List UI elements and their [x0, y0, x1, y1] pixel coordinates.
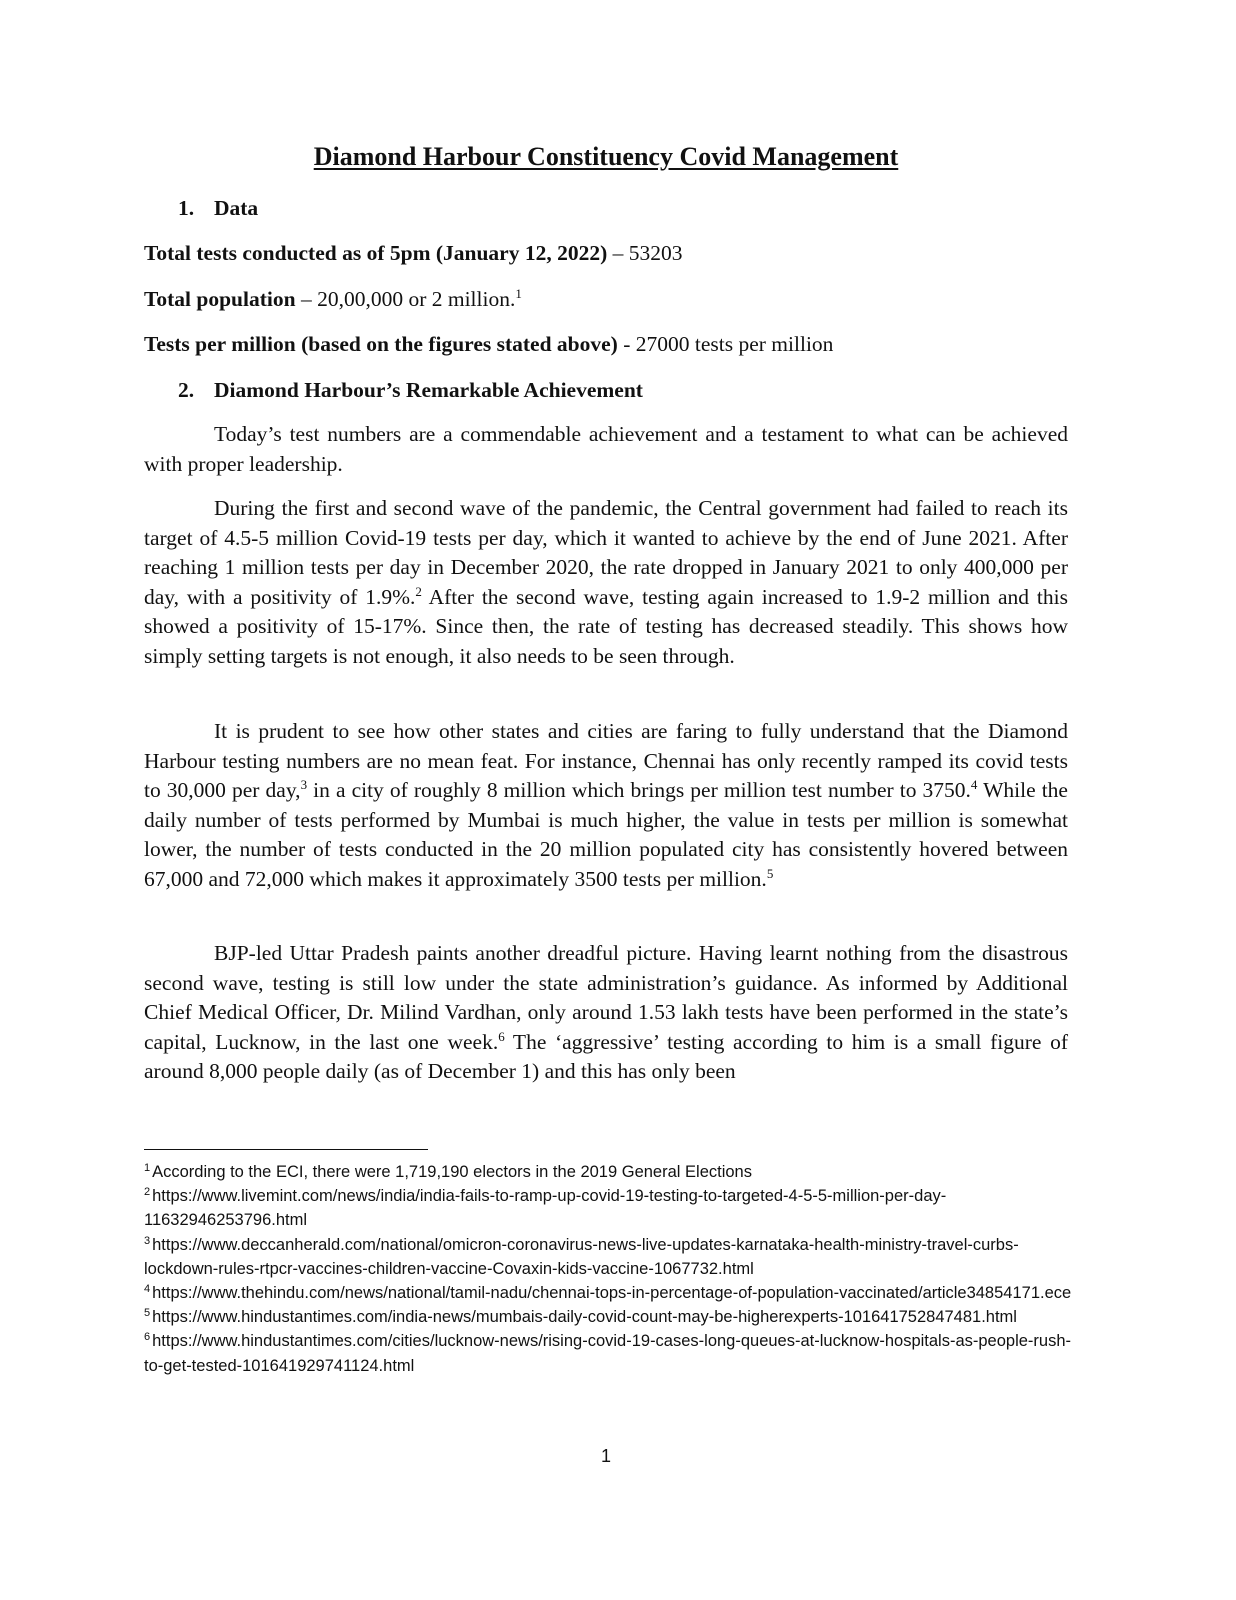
footnote-2: [144, 1184, 1084, 1232]
footnote-1: [144, 1160, 1084, 1184]
document-title: Diamond Harbour Constituency Covid Management: [313, 142, 899, 171]
footnote-ref[interactable]: 5: [766, 865, 774, 881]
footnote-text: According to the ECI, there were 1,719,190 electors in the 2019 General Elections: [152, 1163, 752, 1181]
footnote-link[interactable]: https://www.hindustantimes.com/cities/lucknow-news/rising-covid-19-cases-long-queues-at-lucknow-hospitals-as-people-rush-to-get-tested-101641929741124.html: [144, 1332, 1072, 1375]
separator: –: [607, 241, 629, 265]
tests-per-million-value: 27000 tests per million: [635, 332, 834, 356]
paragraph-text: After the second wave, testing again increased to 1.9-2 million and this showed a positivity of 15-17%. Since then, the rate of testing has decreased steadily. This shows how simply setting targets is not enough, it also needs to be seen through.: [144, 584, 1068, 668]
section-number: 1.: [178, 196, 195, 220]
total-tests-value: 53203: [628, 241, 683, 265]
paragraph-1: [144, 420, 1068, 479]
section-title: Data: [214, 196, 259, 220]
footnote-number: 3: [144, 1234, 151, 1247]
footnote-ref[interactable]: 6: [498, 1028, 505, 1044]
section-heading-achievement: [178, 378, 643, 403]
footnote-separator: [144, 1149, 428, 1150]
paragraph-text: Today’s test numbers are a commendable achievement and a testament to what can be achieved with proper leadership.: [144, 422, 1068, 476]
paragraph-text: During the first and second wave of the pandemic, the Central government had failed to reach its target of 4.5-5 million Covid-19 tests per day, which it wanted to achieve by the end of June 2021. After reaching 1 million tests per day in December 2020, the rate dropped in January 2021 to only 400,000 per day, with a positivity of 1.9%.: [144, 496, 1068, 609]
footnote-link[interactable]: https://www.deccanherald.com/national/omicron-coronavirus-news-live-updates-karnataka-health-ministry-travel-curbs-lockdown-rules-rtpcr-vaccines-children-vaccine-Covaxin-kids-vaccine-1067732.html: [144, 1235, 1019, 1278]
footnote-link[interactable]: https://www.hindustantimes.com/india-news/mumbais-daily-covid-count-may-be-higherexperts-101641752847481.html: [152, 1308, 1017, 1327]
footnote-4: [144, 1281, 1084, 1305]
total-population-value: 20,00,000 or 2 million.: [317, 287, 516, 311]
footnotes: [144, 1160, 1084, 1378]
footnote-link[interactable]: https://www.livemint.com/news/india/india-fails-to-ramp-up-covid-19-testing-to-targeted-4-5-5-million-per-day-11632946253796.html: [144, 1187, 947, 1230]
paragraph-text: The ‘aggressive’ testing according to him is a small figure of around 8,000 people daily (as of December 1) and this has only been: [144, 1029, 1068, 1084]
footnote-number: 1: [144, 1162, 151, 1174]
tests-per-million-label: Tests per million (based on the figures stated above): [144, 332, 618, 356]
total-population-label: Total population: [144, 287, 296, 311]
footnote-3: [144, 1233, 1084, 1281]
footnote-ref[interactable]: 4: [970, 777, 978, 793]
paragraph-2: [144, 494, 1068, 672]
tests-per-million-line: [144, 332, 833, 357]
total-tests-line: [144, 241, 683, 266]
paragraph-text: While the daily number of tests performed by Mumbai is much higher, the value in tests per million is somewhat lower, the number of tests conducted in the 20 million populated city has consistently hovered between 67,000 and 72,000 which makes it approximately 3500 tests per million.: [144, 778, 1068, 891]
paragraph-text: in a city of roughly 8 million which brings per million test number to 3750.: [307, 778, 971, 803]
total-population-line: [144, 287, 522, 312]
paragraph-4: [144, 939, 1068, 1087]
paragraph-text: It is prudent to see how other states and cities are faring to fully understand that the Diamond Harbour testing numbers are no mean feat. For instance, Chennai has only recently ramped its covid tests to 30,000 per day,: [144, 719, 1068, 803]
footnote-5: [144, 1305, 1084, 1329]
paragraph-3: [144, 717, 1068, 895]
separator: –: [295, 287, 318, 311]
section-title: Diamond Harbour’s Remarkable Achievement: [214, 378, 643, 402]
footnote-number: 5: [144, 1307, 151, 1320]
footnote-ref[interactable]: 3: [300, 777, 308, 793]
footnote-number: 2: [144, 1186, 151, 1199]
total-tests-label: Total tests conducted as of 5pm (January 12, 2022): [144, 241, 608, 265]
footnote-link[interactable]: https://www.thehindu.com/news/national/tamil-nadu/chennai-tops-in-percentage-of-population-vaccinated/article34854171.ece: [152, 1284, 1072, 1303]
separator: -: [617, 332, 636, 356]
footnote-number: 4: [144, 1283, 151, 1296]
paragraph-text: BJP-led Uttar Pradesh paints another dreadful picture. Having learnt nothing from the disastrous second wave, testing is still low under the state administration’s guidance. As informed by Additional Chief Medical Officer, Dr. Milind Vardhan, only around 1.53 lakh tests have been performed in the state’s capital, Lucknow, in the last one week.: [144, 941, 1068, 1054]
section-heading-data: [178, 196, 258, 221]
footnote-6: [144, 1329, 1084, 1377]
section-number: 2.: [178, 378, 195, 402]
footnote-number: 6: [144, 1331, 151, 1344]
footnote-ref[interactable]: 2: [415, 583, 422, 599]
footnote-ref[interactable]: 1: [515, 286, 522, 301]
page-number: 1: [600, 1446, 611, 1466]
